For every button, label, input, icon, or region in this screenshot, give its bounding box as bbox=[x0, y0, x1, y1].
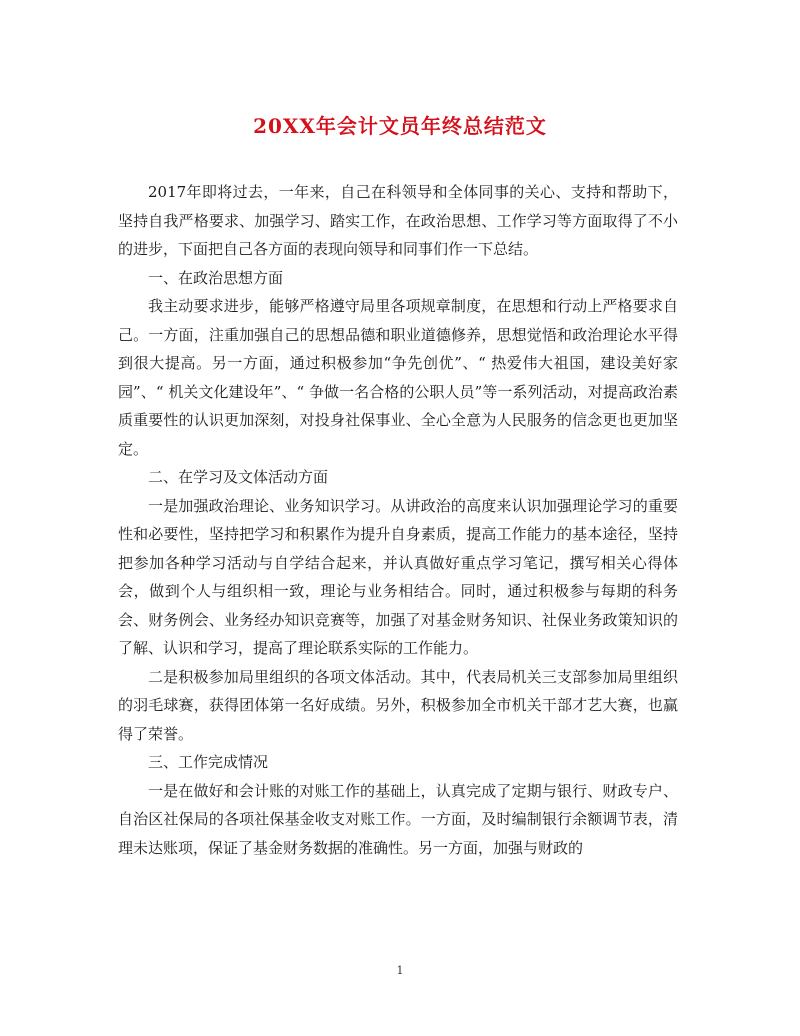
document-title: 20XX年会计文员年终总结范文 bbox=[253, 114, 547, 138]
paragraph-study-2: 二是积极参加局里组织的各项文体活动。其中，代表局机关三支部参加局里组织的羽毛球赛，获得团体第一名好成绩。另外，积极参加全市机关干部才艺大赛，也赢得了荣誉。 bbox=[118, 667, 678, 743]
paragraph-work-1: 一是在做好和会计账的对账工作的基础上，认真完成了定期与银行、财政专户、自治区社保局的各项社保基金收支对账工作。一方面，及时编制银行余额调节表，清理未达账项，保证了基金财务数据的准确性。另一方面，加强与财政的 bbox=[118, 781, 678, 857]
section-heading-work: 三、工作完成情况 bbox=[148, 753, 269, 771]
section-heading-political: 一、在政治思想方面 bbox=[148, 268, 284, 287]
page-number: 1 bbox=[396, 964, 404, 977]
paragraph-intro: 2017年即将过去，一年来，自己在科领导和全体同事的关心、支持和帮助下，坚持自我严格要求、加强学习、踏实工作，在政治思想、工作学习等方面取得了不小的进步，下面把自己各方面的表现向领导和同事们作一下总结。 bbox=[118, 183, 678, 258]
paragraph-political: 我主动要求进步，能够严格遵守局里各项规章制度，在思想和行动上严格要求自己。一方面，注重加强自己的思想品德和职业道德修养，思想觉悟和政治理论水平得到很大提高。另一方面，通过积极参加“争先创优”、“ 热爱伟大祖国，建设美好家园”、“ 机关文化建设年”、“ 争做一名合格的公职人员”等一系列活动，对提高政治素质重要性的认识更加深刻，对投身社保事业、全心全意为人民服务的信念更也更加坚定。 bbox=[118, 297, 678, 458]
document-body bbox=[118, 178, 678, 862]
paragraph-study-1: 一是加强政治理论、业务知识学习。从讲政治的高度来认识加强理论学习的重要性和必要性，坚持把学习和积累作为提升自身素质，提高工作能力的基本途径，坚持把参加各种学习活动与自学结合起来，并认真做好重点学习笔记，撰写相关心得体会，做到个人与组织相一致，理论与业务相结合。同时，通过积极参与每期的科务会、财务例会、业务经办知识竞赛等，加强了对基金财务知识、社保业务政策知识的了解、认识和学习，提高了理论联系实际的工作能力。 bbox=[118, 496, 678, 657]
section-heading-study: 二、在学习及文体活动方面 bbox=[148, 468, 329, 486]
